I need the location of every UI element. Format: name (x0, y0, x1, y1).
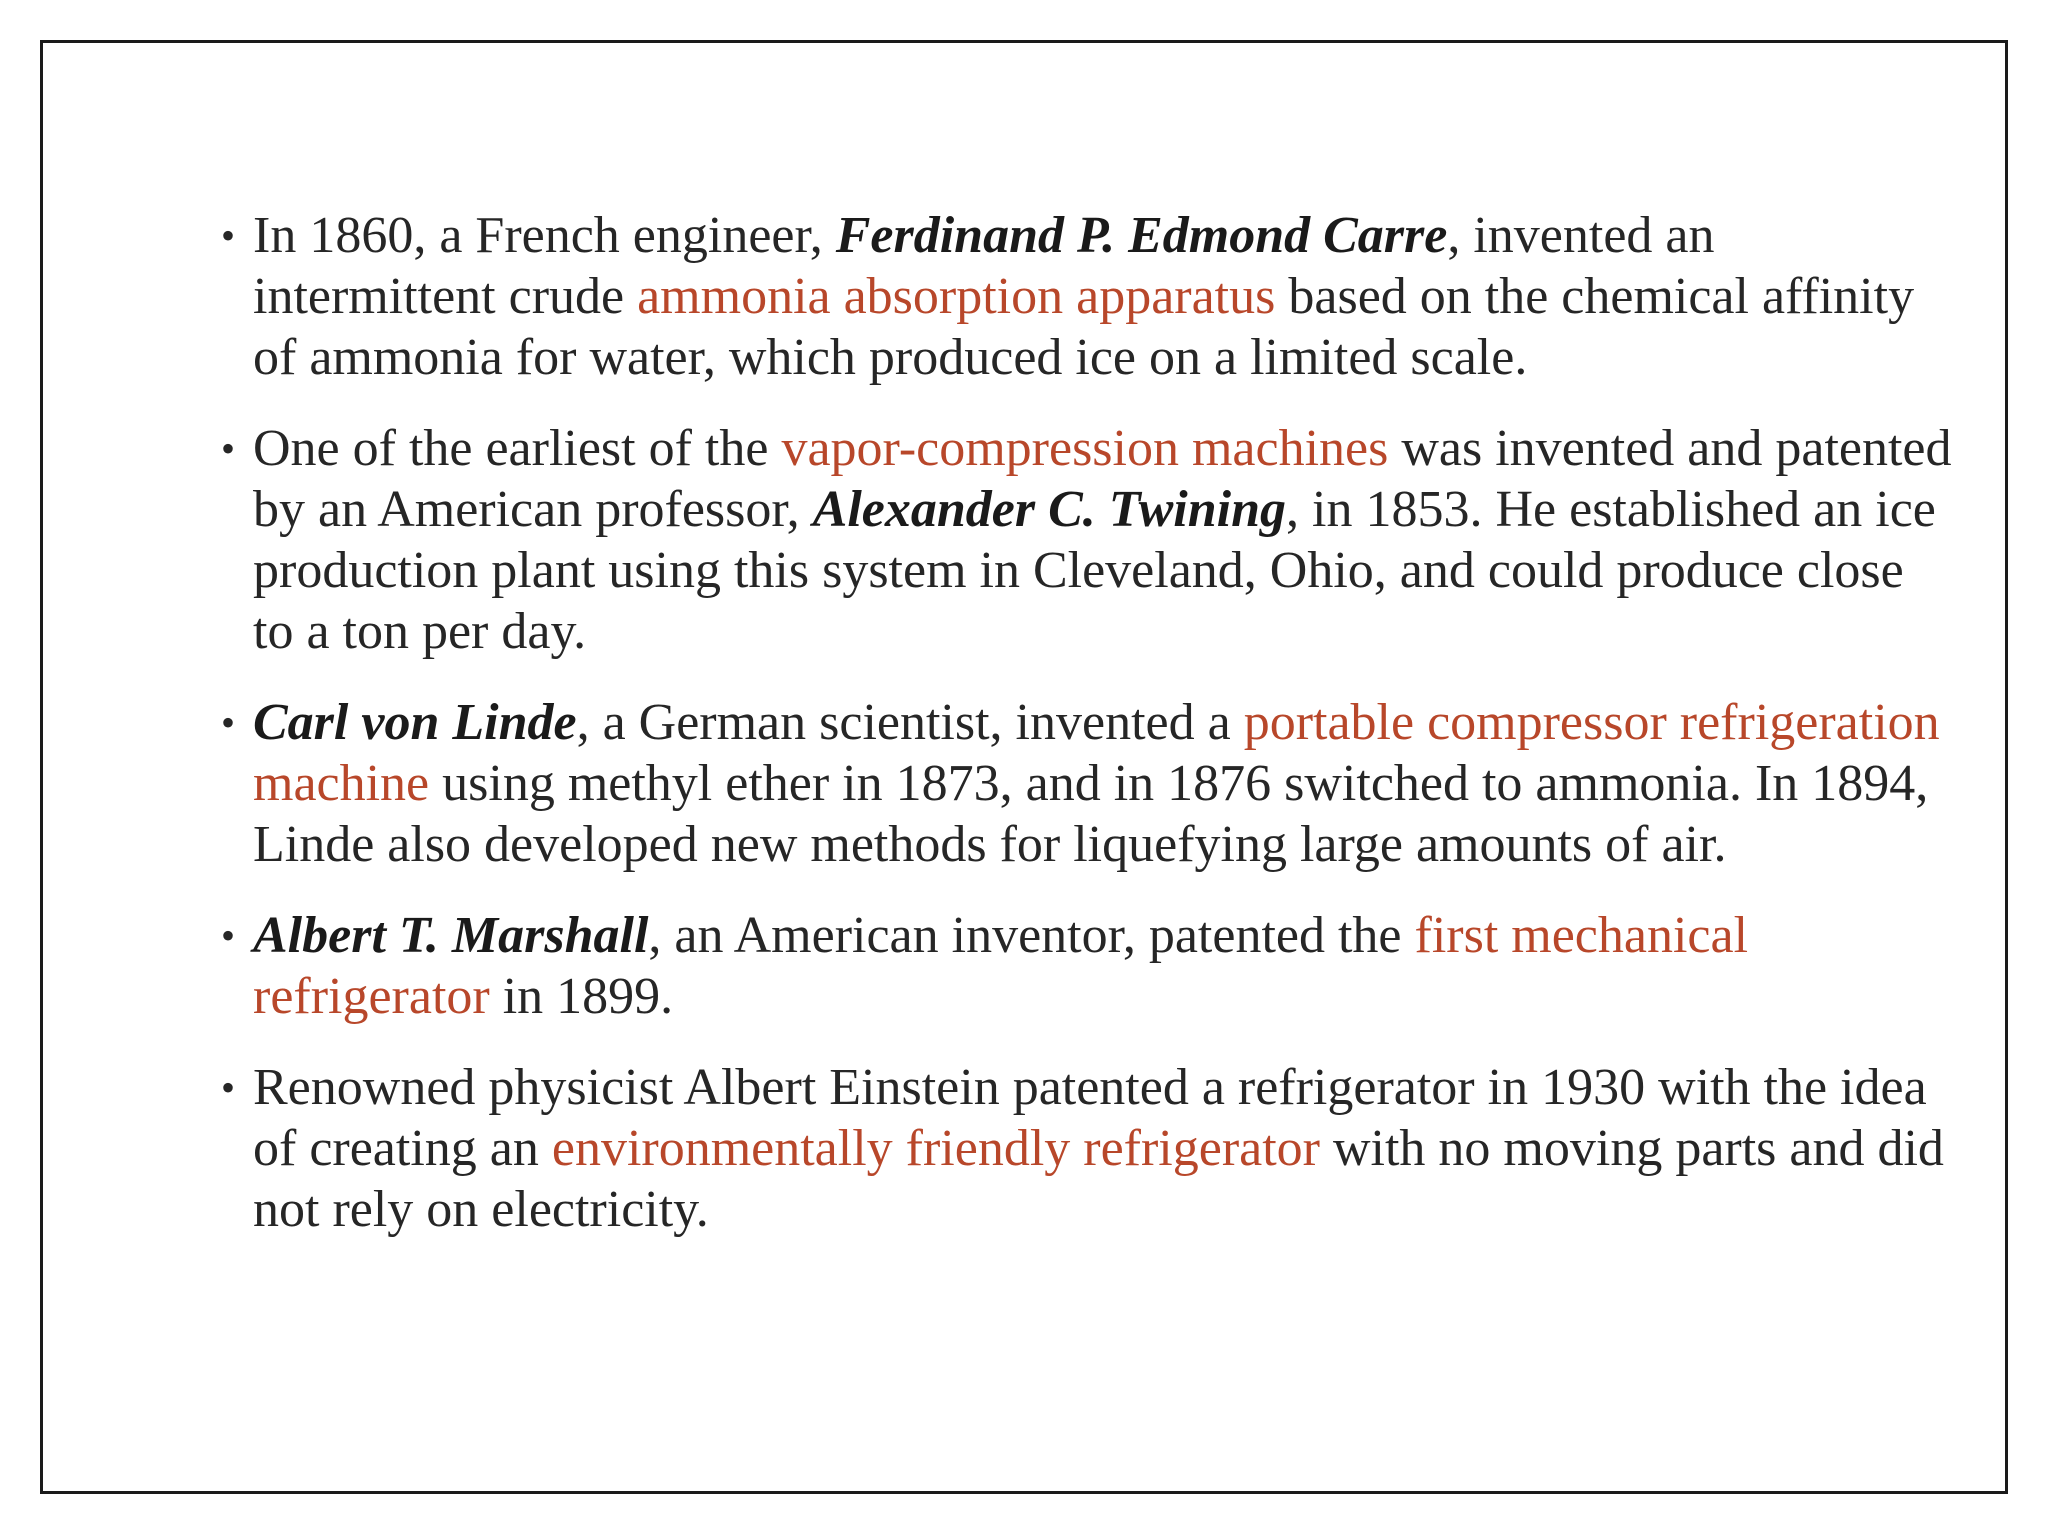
bullet-icon: • (221, 700, 236, 745)
text: In 1860, a French engineer, (253, 207, 836, 264)
text: , a German scientist, invented a (576, 694, 1244, 751)
text: , in 1853. He established an ice production plant using this system in Cleveland, Ohio, and could produce close to a ton per day. (253, 481, 1936, 660)
highlighted-term: vapor-compression machines (781, 420, 1389, 477)
bullet-icon: • (221, 426, 236, 471)
highlighted-term: first mechanical refrigerator (253, 907, 1749, 1025)
person-name: Alexander C. Twining (812, 481, 1287, 538)
list-item (215, 1057, 1955, 1240)
text: Renowned physicist Albert Einstein patented a refrigerator in 1930 with the idea of creating an (253, 1059, 1927, 1177)
person-name: Carl von Linde (253, 694, 577, 751)
text: based on the chemical affinity of ammonia for water, which produced ice on a limited scale. (253, 268, 1915, 386)
text: in 1899. (489, 968, 674, 1025)
bullet-icon: • (221, 1065, 236, 1110)
list-item (215, 692, 1955, 875)
text: , an American inventor, patented the (648, 907, 1415, 964)
person-name: Ferdinand P. Edmond Carre (835, 207, 1448, 264)
bullet-icon: • (221, 213, 236, 258)
slide-frame (40, 40, 2008, 1494)
text: with no moving parts and did not rely on electricity. (253, 1120, 1944, 1238)
text: was invented and patented by an American professor, (253, 420, 1952, 538)
list-item (215, 905, 1955, 1027)
highlighted-term: ammonia absorption apparatus (637, 268, 1276, 325)
bullet-list (215, 205, 1955, 1270)
text: , invented an intermittent crude (253, 207, 1715, 325)
bullet-icon: • (221, 913, 236, 958)
list-item (215, 205, 1955, 388)
text: One of the earliest of the (253, 420, 782, 477)
highlighted-term: environmentally friendly refrigerator (551, 1120, 1320, 1177)
list-item (215, 418, 1955, 662)
highlighted-term: portable compressor refrigeration machine (253, 694, 1940, 812)
person-name: Albert T. Marshall (253, 907, 649, 964)
text: using methyl ether in 1873, and in 1876 switched to ammonia. In 1894, Linde also developed new methods for liquefying large amounts of air. (253, 755, 1929, 873)
